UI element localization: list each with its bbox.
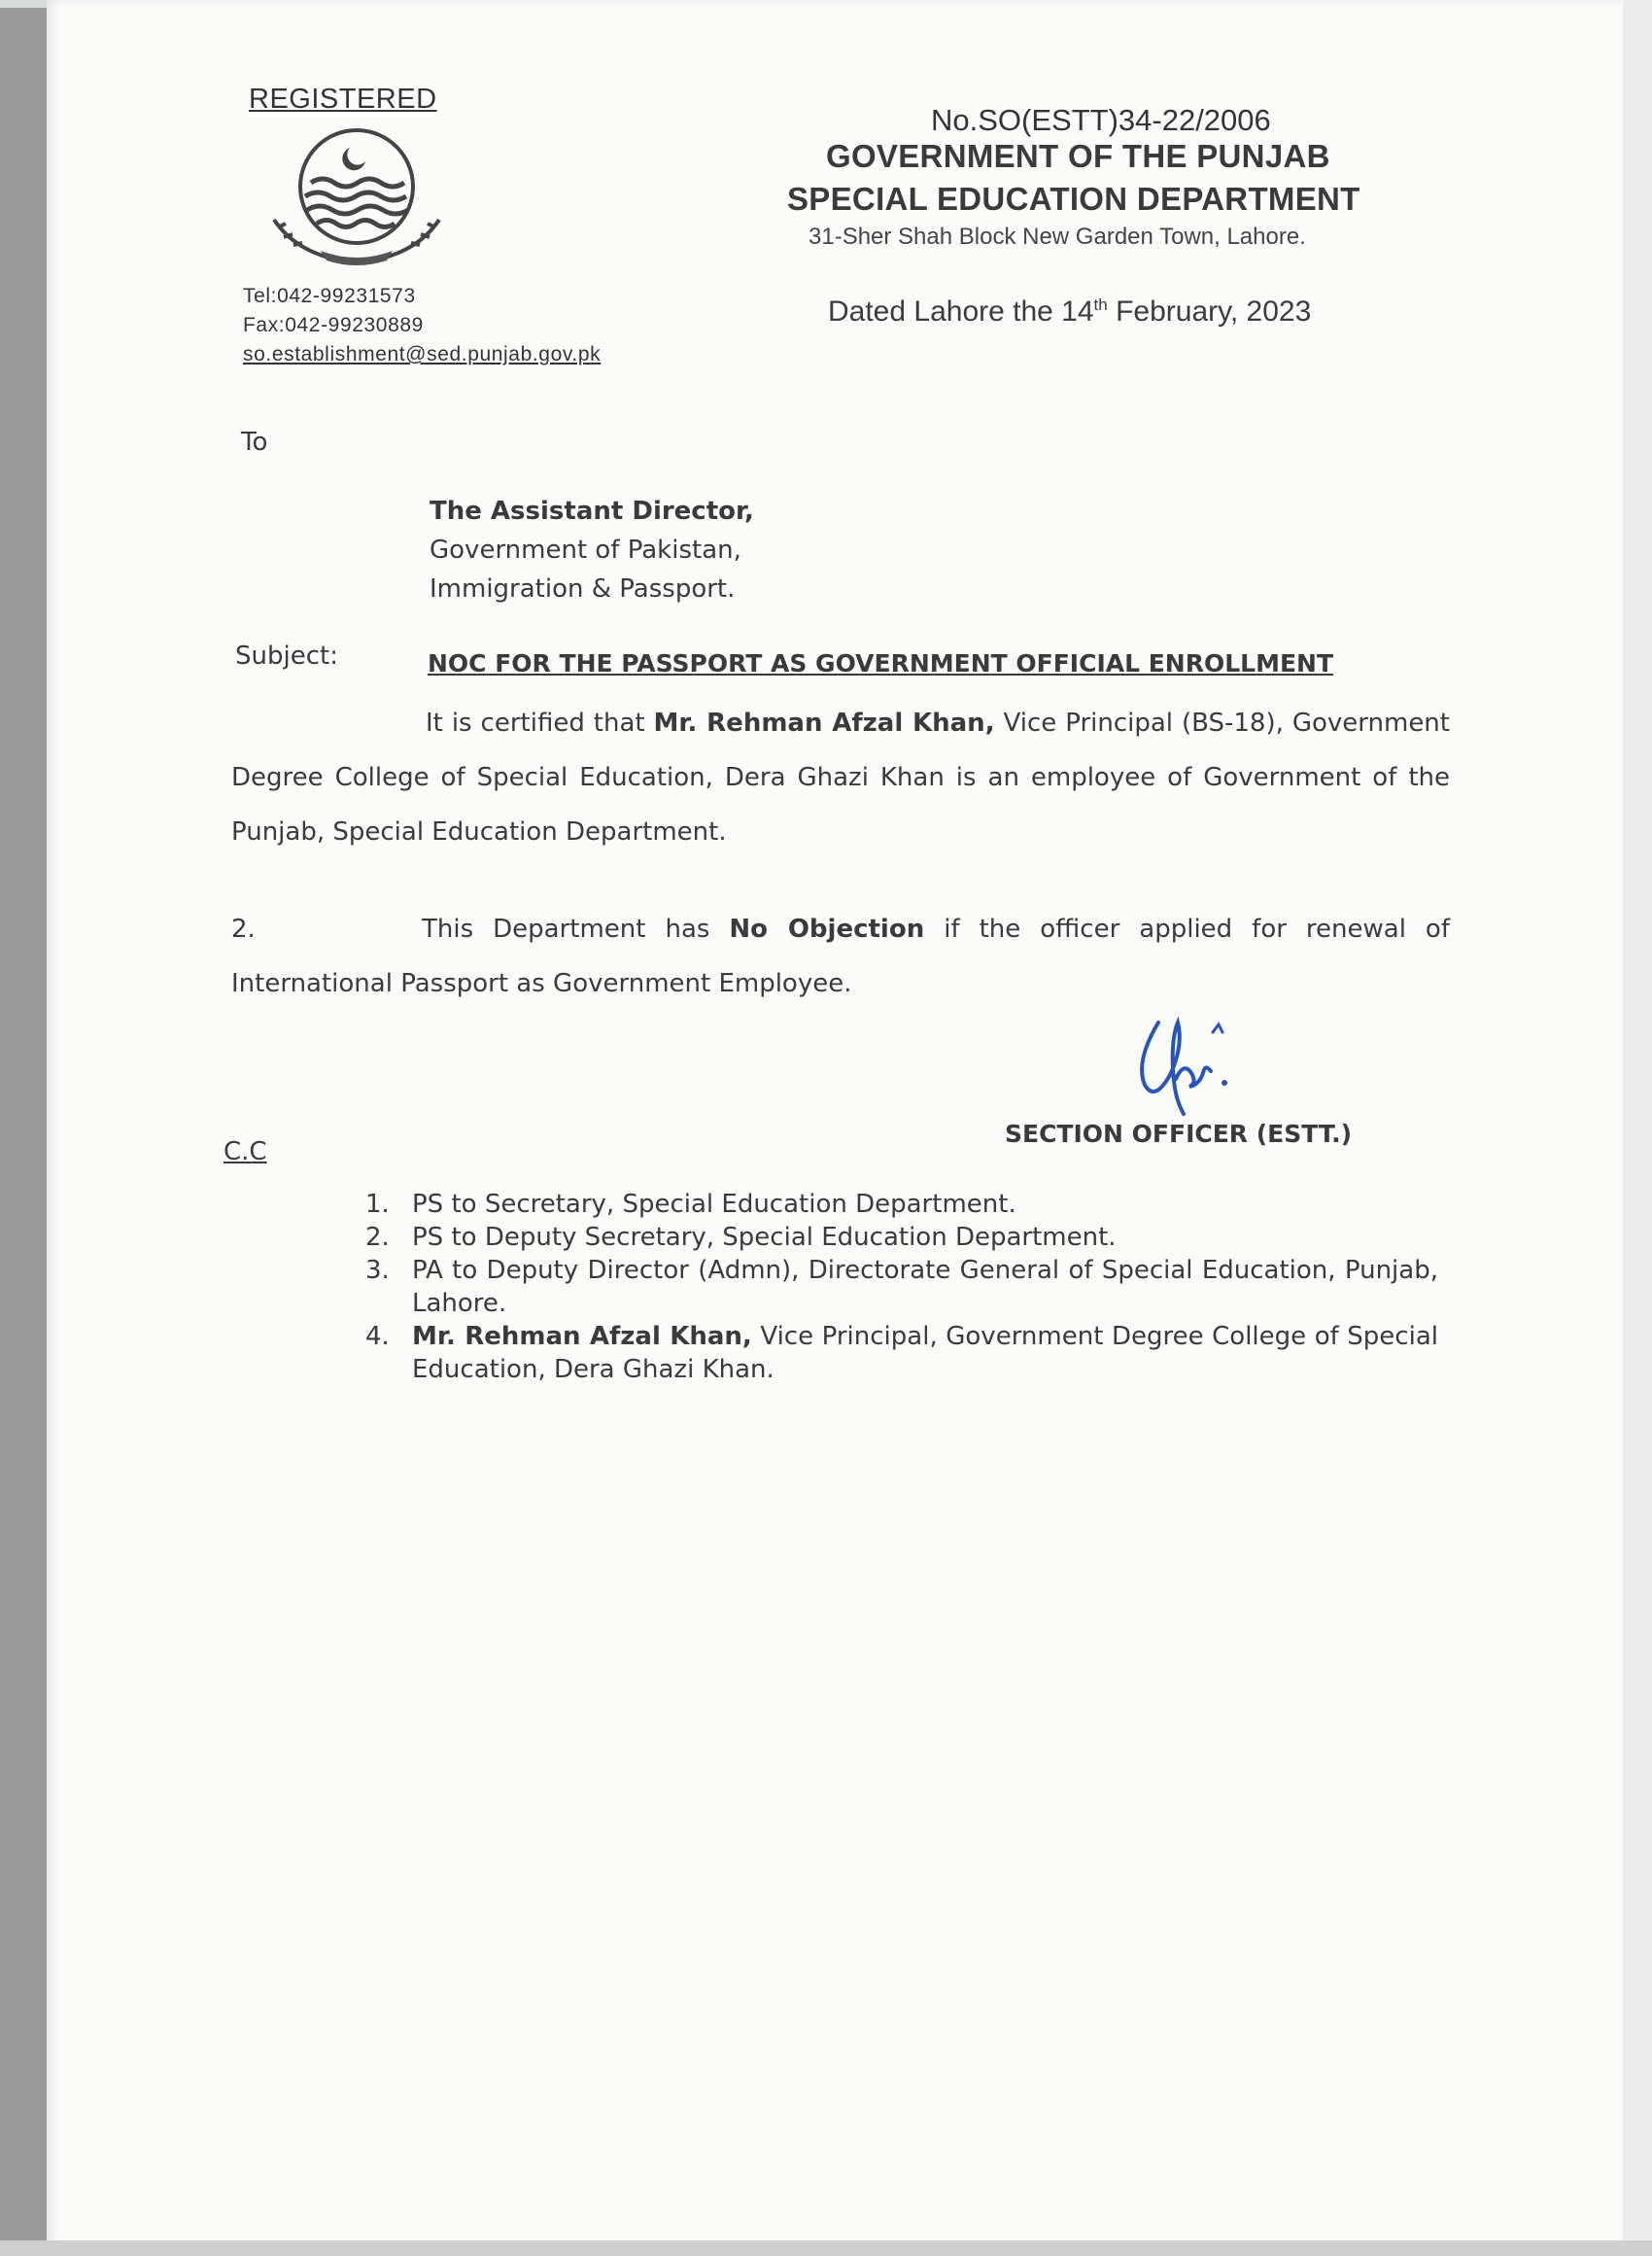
date-suffix: February, 2023 bbox=[1107, 295, 1312, 328]
reference-number: No.SO(ESTT)34-22/2006 bbox=[931, 103, 1271, 137]
department-address: 31-Sher Shah Block New Garden Town, Lahore. bbox=[809, 224, 1306, 250]
punjab-emblem-icon bbox=[264, 126, 449, 272]
date-prefix: Dated Lahore the 14 bbox=[828, 295, 1094, 328]
body-paragraph-2 bbox=[231, 902, 1450, 1011]
body-paragraph-1 bbox=[231, 696, 1450, 859]
cc-item-number: 1. bbox=[365, 1190, 390, 1219]
cc-item-text: PS to Deputy Secretary, Special Education Department. bbox=[412, 1223, 1117, 1252]
employee-name: Mr. Rehman Afzal Khan, bbox=[653, 709, 995, 738]
email-link[interactable]: so.establishment@sed.punjab.gov.pk bbox=[243, 343, 602, 365]
signatory-title: SECTION OFFICER (ESTT.) bbox=[1005, 1120, 1353, 1148]
cc-item-number: 3. bbox=[365, 1256, 390, 1285]
letter-date bbox=[828, 295, 1311, 329]
telephone-number: Tel:042-99231573 bbox=[243, 285, 416, 307]
date-ordinal: th bbox=[1093, 295, 1108, 314]
subject-label: Subject: bbox=[235, 642, 338, 671]
p1-intro: It is certified that bbox=[426, 709, 654, 738]
subject-text: NOC FOR THE PASSPORT AS GOVERNMENT OFFICIAL ENROLLMENT bbox=[428, 649, 1334, 677]
to-label: To bbox=[241, 428, 268, 457]
cc-list bbox=[365, 1188, 1438, 1386]
contact-block bbox=[243, 282, 601, 369]
list-item bbox=[365, 1188, 1438, 1221]
cc-item-text: Vice Principal, Government Degree College of Special Education, Dera Ghazi Khan. bbox=[412, 1322, 1438, 1384]
cc-item-text: PA to Deputy Director (Admn), Directorate General of Special Education, Punjab, Lahore. bbox=[412, 1256, 1438, 1318]
list-item bbox=[365, 1320, 1438, 1386]
cc-item-text: PS to Secretary, Special Education Department. bbox=[412, 1190, 1016, 1219]
cc-item-name: Mr. Rehman Afzal Khan, bbox=[412, 1322, 752, 1351]
government-heading: GOVERNMENT OF THE PUNJAB bbox=[826, 138, 1330, 174]
recipient-address bbox=[430, 492, 754, 608]
paragraph-number: 2. bbox=[231, 915, 256, 944]
signature-mark bbox=[1125, 1011, 1242, 1118]
cc-item-number: 4. bbox=[365, 1322, 390, 1351]
department-heading: SPECIAL EDUCATION DEPARTMENT bbox=[787, 181, 1360, 217]
scan-bottom-edge bbox=[0, 2240, 1652, 2256]
fax-number: Fax:042-99230889 bbox=[243, 314, 424, 336]
cc-label: C.C bbox=[224, 1137, 267, 1166]
p2-intro: This Department has bbox=[422, 915, 730, 944]
registered-label: REGISTERED bbox=[249, 84, 437, 115]
list-item bbox=[365, 1254, 1438, 1320]
p1-rest: Vice Principal (BS-18), Government Degree College of Special Education, Dera Ghazi Khan is an employee of Government of the Punjab, Special Education Department. bbox=[231, 709, 1450, 847]
scan-right-edge bbox=[1623, 0, 1652, 2256]
no-objection-text: No Objection bbox=[729, 915, 925, 944]
p2-rest: if the officer applied for renewal of International Passport as Government Employee. bbox=[231, 915, 1450, 998]
recipient-line-2: Government of Pakistan, bbox=[430, 536, 741, 565]
cc-item-number: 2. bbox=[365, 1223, 390, 1252]
recipient-line-3: Immigration & Passport. bbox=[430, 574, 736, 604]
list-item bbox=[365, 1221, 1438, 1254]
recipient-title: The Assistant Director, bbox=[430, 497, 754, 526]
